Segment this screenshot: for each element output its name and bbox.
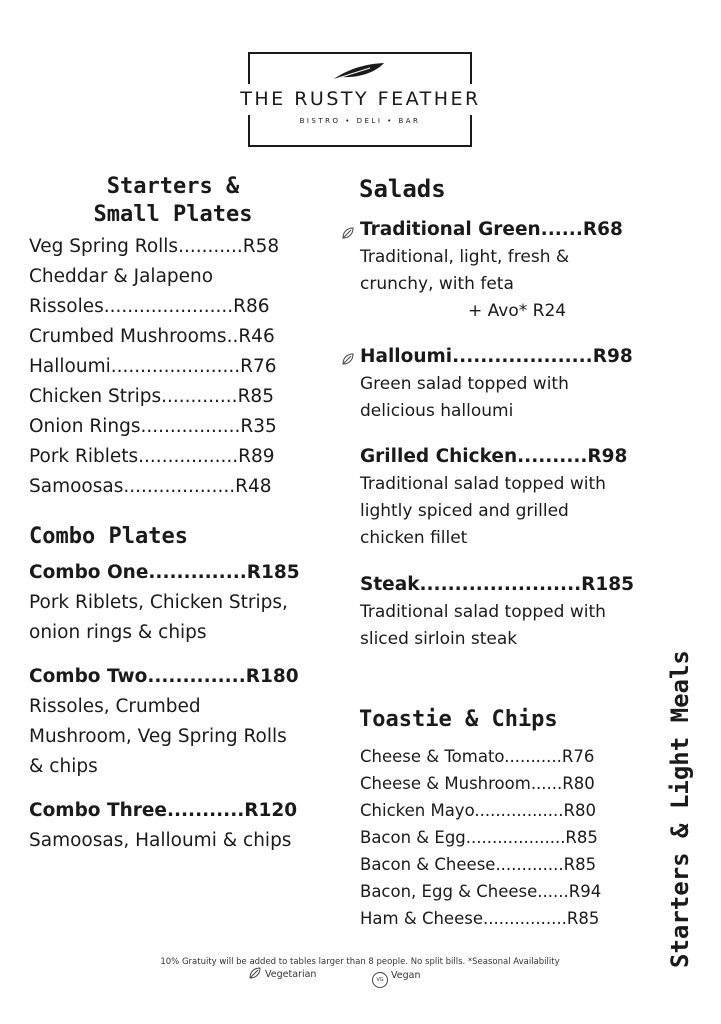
vegan-legend bbox=[372, 970, 421, 988]
combo-title: Combo Three...........R120 bbox=[29, 800, 298, 821]
salad-item bbox=[360, 216, 660, 325]
salad-item bbox=[360, 343, 660, 425]
starters-heading bbox=[60, 173, 286, 229]
footer-note: 10% Gratuity will be added to tables larger than 8 people. No split bills. *Seasonal Availability bbox=[160, 957, 560, 967]
list-item: Veg Spring Rolls...........R58 bbox=[29, 236, 280, 257]
list-item: Onion Rings.................R35 bbox=[29, 416, 277, 437]
list-item: Chicken Strips.............R85 bbox=[29, 386, 274, 407]
salads-heading: Salads bbox=[359, 175, 446, 203]
salad-extra: + Avo* R24 bbox=[468, 301, 567, 321]
vegan-badge-icon: VG bbox=[372, 972, 388, 988]
vegetarian-label: Vegetarian bbox=[265, 969, 317, 980]
side-title: Starters & Light Meals bbox=[666, 650, 694, 968]
toastie-list bbox=[360, 743, 660, 932]
list-item: Cheddar & Jalapeno bbox=[29, 266, 214, 287]
combo-desc: Pork Riblets, Chicken Strips, onion rings & chips bbox=[29, 592, 288, 643]
list-item: Bacon & Egg...................R85 bbox=[360, 828, 598, 847]
combo-title: Combo One..............R185 bbox=[29, 562, 300, 583]
salad-title: Halloumi....................R98 bbox=[360, 346, 633, 367]
vegan-label: Vegan bbox=[391, 970, 421, 981]
list-item: Bacon & Cheese.............R85 bbox=[360, 855, 597, 874]
feather-icon bbox=[330, 60, 386, 82]
salad-title: Grilled Chicken..........R98 bbox=[360, 446, 628, 467]
combo-desc: Samoosas, Halloumi & chips bbox=[29, 830, 292, 851]
starters-heading-line2: Small Plates bbox=[93, 202, 253, 227]
list-item: Rissoles......................R86 bbox=[29, 296, 270, 317]
salad-desc: Green salad topped with delicious halloumi bbox=[360, 374, 569, 421]
salad-desc: Traditional salad topped with lightly spiced and grilled chicken fillet bbox=[360, 474, 606, 548]
combo-title: Combo Two..............R180 bbox=[29, 666, 299, 687]
list-item: Chicken Mayo.................R80 bbox=[360, 801, 596, 820]
list-item: Bacon, Egg & Cheese......R94 bbox=[360, 882, 602, 901]
combo-heading: Combo Plates bbox=[29, 524, 188, 549]
salad-desc: Traditional, light, fresh & crunchy, with feta bbox=[360, 247, 570, 294]
salad-item bbox=[360, 443, 660, 552]
vegetarian-leaf-icon bbox=[341, 226, 355, 240]
list-item: Samoosas...................R48 bbox=[29, 476, 272, 497]
list-item: Cheese & Mushroom......R80 bbox=[360, 774, 595, 793]
list-item: Pork Riblets.................R89 bbox=[29, 446, 275, 467]
restaurant-tagline: BISTRO • DELI • BAR bbox=[299, 117, 421, 125]
salad-desc: Traditional salad topped with sliced sirloin steak bbox=[360, 602, 606, 649]
combo-item bbox=[29, 662, 327, 782]
toastie-heading: Toastie & Chips bbox=[359, 707, 558, 732]
starters-heading-line1: Starters & bbox=[106, 174, 240, 199]
list-item: Halloumi......................R76 bbox=[29, 356, 277, 377]
vegetarian-legend bbox=[248, 966, 316, 980]
salad-title: Steak.......................R185 bbox=[360, 574, 635, 595]
combo-item bbox=[29, 558, 327, 648]
combo-item bbox=[29, 796, 327, 856]
list-item: Ham & Cheese................R85 bbox=[360, 909, 600, 928]
vegetarian-leaf-icon bbox=[341, 352, 355, 366]
list-item: Cheese & Tomato...........R76 bbox=[360, 747, 595, 766]
restaurant-name: THE RUSTY FEATHER bbox=[240, 88, 481, 110]
salad-item bbox=[360, 571, 660, 653]
starters-list bbox=[29, 232, 327, 502]
list-item: Crumbed Mushrooms..R46 bbox=[29, 326, 275, 347]
vegetarian-leaf-icon bbox=[248, 966, 262, 980]
combo-desc: Rissoles, Crumbed Mushroom, Veg Spring Rolls & chips bbox=[29, 696, 287, 777]
salad-title: Traditional Green......R68 bbox=[360, 219, 623, 240]
